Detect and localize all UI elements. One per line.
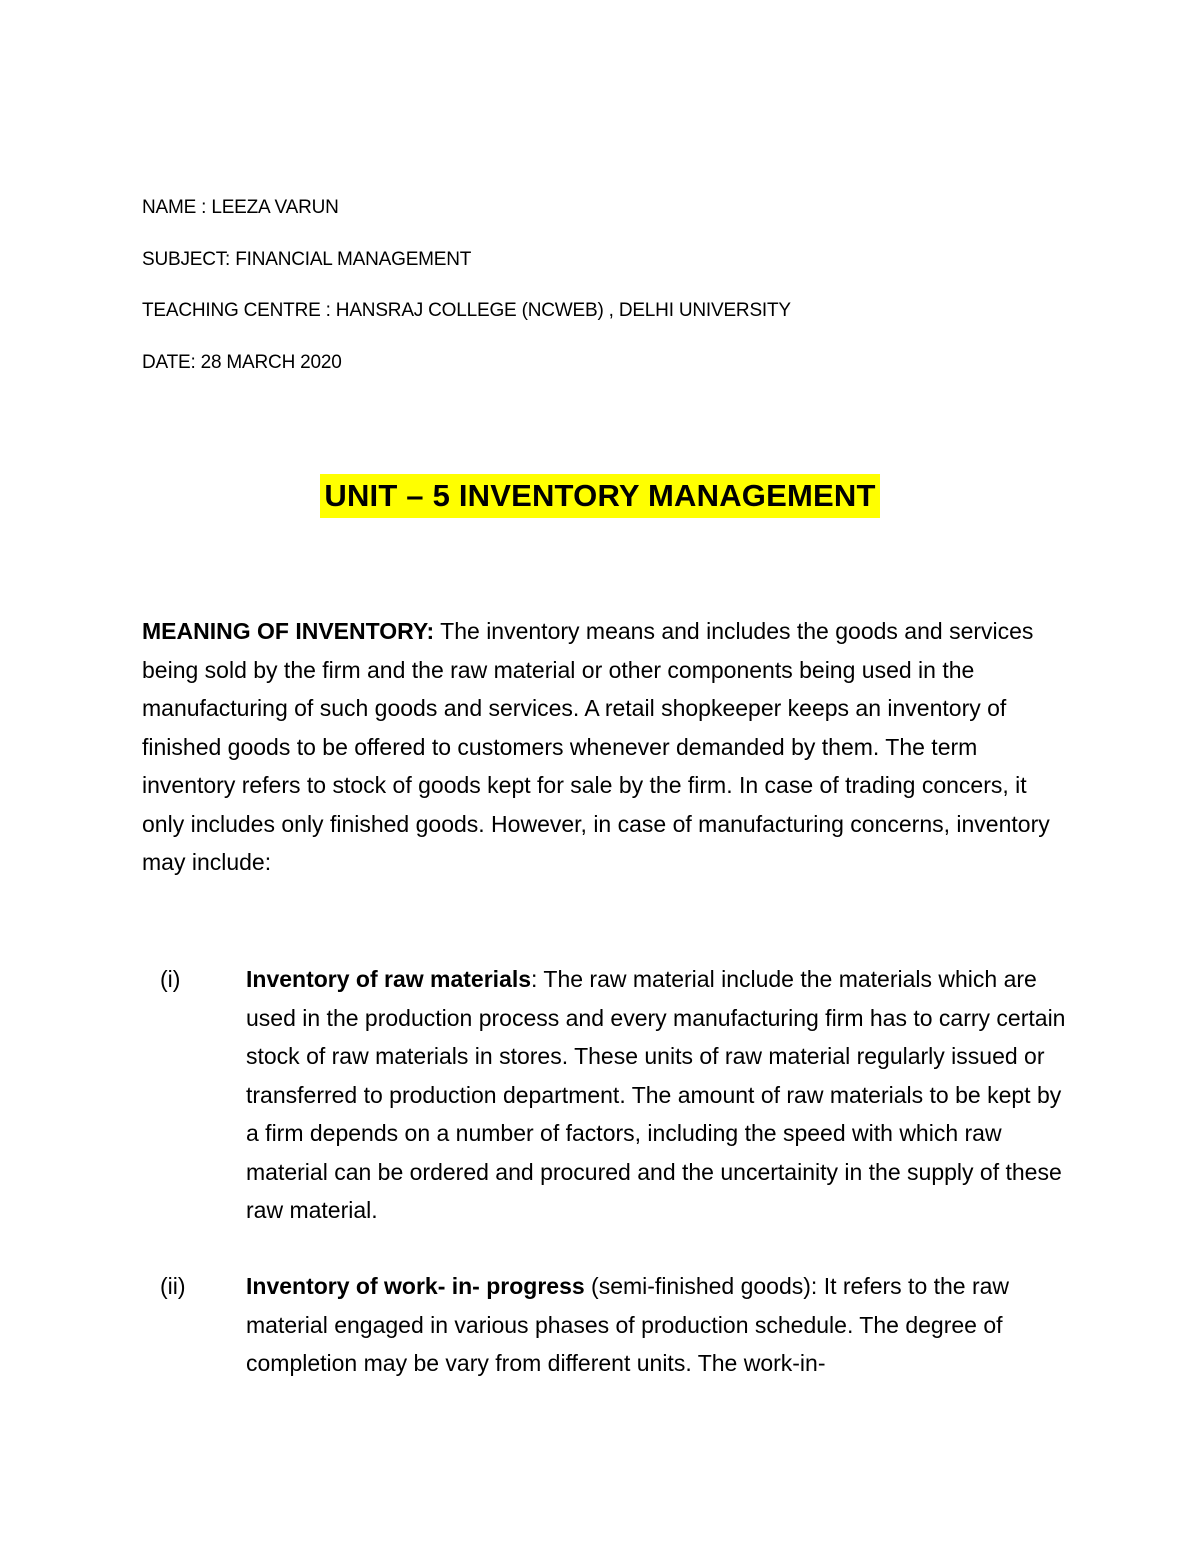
- item-number-2: (ii): [160, 1273, 186, 1299]
- item-label-2: Inventory of work- in- progress: [246, 1273, 585, 1299]
- list-item-raw-materials: [246, 960, 1076, 1230]
- list-item-work-in-progress: [246, 1267, 1076, 1383]
- meaning-text: The inventory means and includes the goods and services being sold by the firm and the raw material or other components being used in the manufacturing of such goods and services. A retail shopkeeper keeps an inventory of finished goods to be offered to customers whenever demanded by them. The term inventory refers to stock of goods kept for sale by the firm. In case of trading concers, it only includes only finished goods. However, in case of manufacturing concerns, inventory may include:: [142, 618, 1050, 875]
- student-name: NAME : LEEZA VARUN: [142, 197, 339, 218]
- item-text-1: : The raw material include the materials which are used in the production process and every manufacturing firm has to carry certain stock of raw materials in stores. These units of raw material regularly issued or transferred to production department. The amount of raw materials to be kept by a firm depends on a number of factors, including the speed with which raw material can be ordered and procured and the uncertainity in the supply of these raw material.: [246, 966, 1066, 1223]
- item-text-2: (semi-finished goods): It refers to the raw material engaged in various phases of production schedule. The degree of completion may be vary from different units. The work-in-: [246, 1273, 1010, 1376]
- date-line: DATE: 28 MARCH 2020: [142, 352, 342, 373]
- unit-title: UNIT – 5 INVENTORY MANAGEMENT: [320, 474, 879, 518]
- meaning-paragraph: [142, 612, 1072, 882]
- meaning-label: MEANING OF INVENTORY:: [142, 618, 435, 644]
- subject-line: SUBJECT: FINANCIAL MANAGEMENT: [142, 249, 472, 270]
- item-label-1: Inventory of raw materials: [246, 966, 532, 992]
- teaching-centre-line: TEACHING CENTRE : HANSRAJ COLLEGE (NCWEB) , DELHI UNIVERSITY: [142, 300, 791, 321]
- title-block: [0, 474, 1200, 518]
- item-number-1: (i): [160, 966, 181, 992]
